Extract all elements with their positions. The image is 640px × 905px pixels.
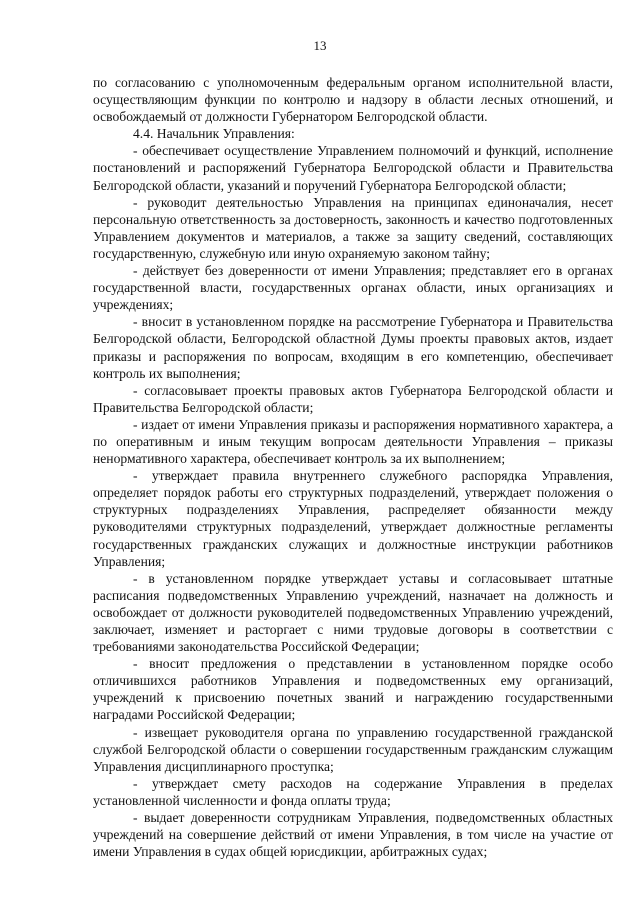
- list-item: - вносит в установленном порядке на рассмотрение Губернатора и Правительства Белгородской области, Белгородской областной Думы проекты правовых актов, издает приказы и распоряжения по вопросам, входящим в его компетенцию, обеспечивает контроль их выполнения;: [93, 314, 613, 381]
- section-heading: 4.4. Начальник Управления:: [133, 126, 295, 142]
- list-item: - руководит деятельностью Управления на принципах единоначалия, несет персональную ответственность за достоверность, законность и качество подготовленных Управлением документов и материалов, а также за защиту сведений, составляющих государственную, служебную или иную охраняемую законом тайну;: [93, 194, 613, 261]
- list-item: - согласовывает проекты правовых актов Губернатора Белгородской области и Правительства Белгородской области;: [93, 382, 613, 415]
- list-item: - выдает доверенности сотрудникам Управления, подведомственных областных учреждений на совершение действий от имени Управления, в том числе на участие от имени Управления в судах общей юрисдикции, арбитражных судах;: [93, 810, 613, 860]
- intro-paragraph: по согласованию с уполномоченным федеральным органом исполнительной власти, осуществляющим функции по контролю и надзору в области лесных отношений, и освобождаемый от должности Губернатором Белгородской области.: [93, 75, 613, 125]
- list-item: - в установленном порядке утверждает уставы и согласовывает штатные расписания подведомственных Управлению учреждений, назначает на должность и освобождает от должности руководителей подведомственных Управлению учреждений, заключает, изменяет и расторгает с ними трудовые договоры в соответствии с требованиями законодательства Российской Федерации;: [93, 570, 613, 655]
- list-item: - издает от имени Управления приказы и распоряжения нормативного характера, а по оперативным и иным текущим вопросам деятельности Управления – приказы ненормативного характера, обеспечивает контроль за их выполнением;: [93, 416, 613, 467]
- list-item: - действует без доверенности от имени Управления; представляет его в органах государственной власти, государственных органах области, иных организациях и учреждениях;: [93, 263, 613, 313]
- document-body: [93, 74, 613, 860]
- list-item: - обеспечивает осуществление Управлением полномочий и функций, исполнение постановлений и распоряжений Губернатора Белгородской области и Правительства Белгородской области, указаний и поручений Губернатора Белгородской области;: [93, 143, 613, 193]
- list-item: - утверждает правила внутреннего служебного распорядка Управления, определяет порядок работы его структурных подразделений, утверждает положения о структурных подразделениях Управления, распределяет обязанности между руководителями структурных подразделений, утверждает должностные регламенты государственных гражданских служащих и должностные инструкции работников Управления;: [93, 468, 613, 569]
- list-item: - вносит предложения о представлении в установленном порядке особо отличившихся работников Управления и подведомственных ему организаций, учреждений к присвоению почетных званий и награждению государственными наградами Российской Федерации;: [93, 656, 613, 723]
- list-item: - утверждает смету расходов на содержание Управления в пределах установленной численности и фонда оплаты труда;: [93, 775, 613, 808]
- page-number: 13: [313, 38, 327, 53]
- list-item: - извещает руководителя органа по управлению государственной гражданской службой Белгородской области о совершении государственным гражданским служащим Управления дисциплинарного проступка;: [93, 724, 613, 774]
